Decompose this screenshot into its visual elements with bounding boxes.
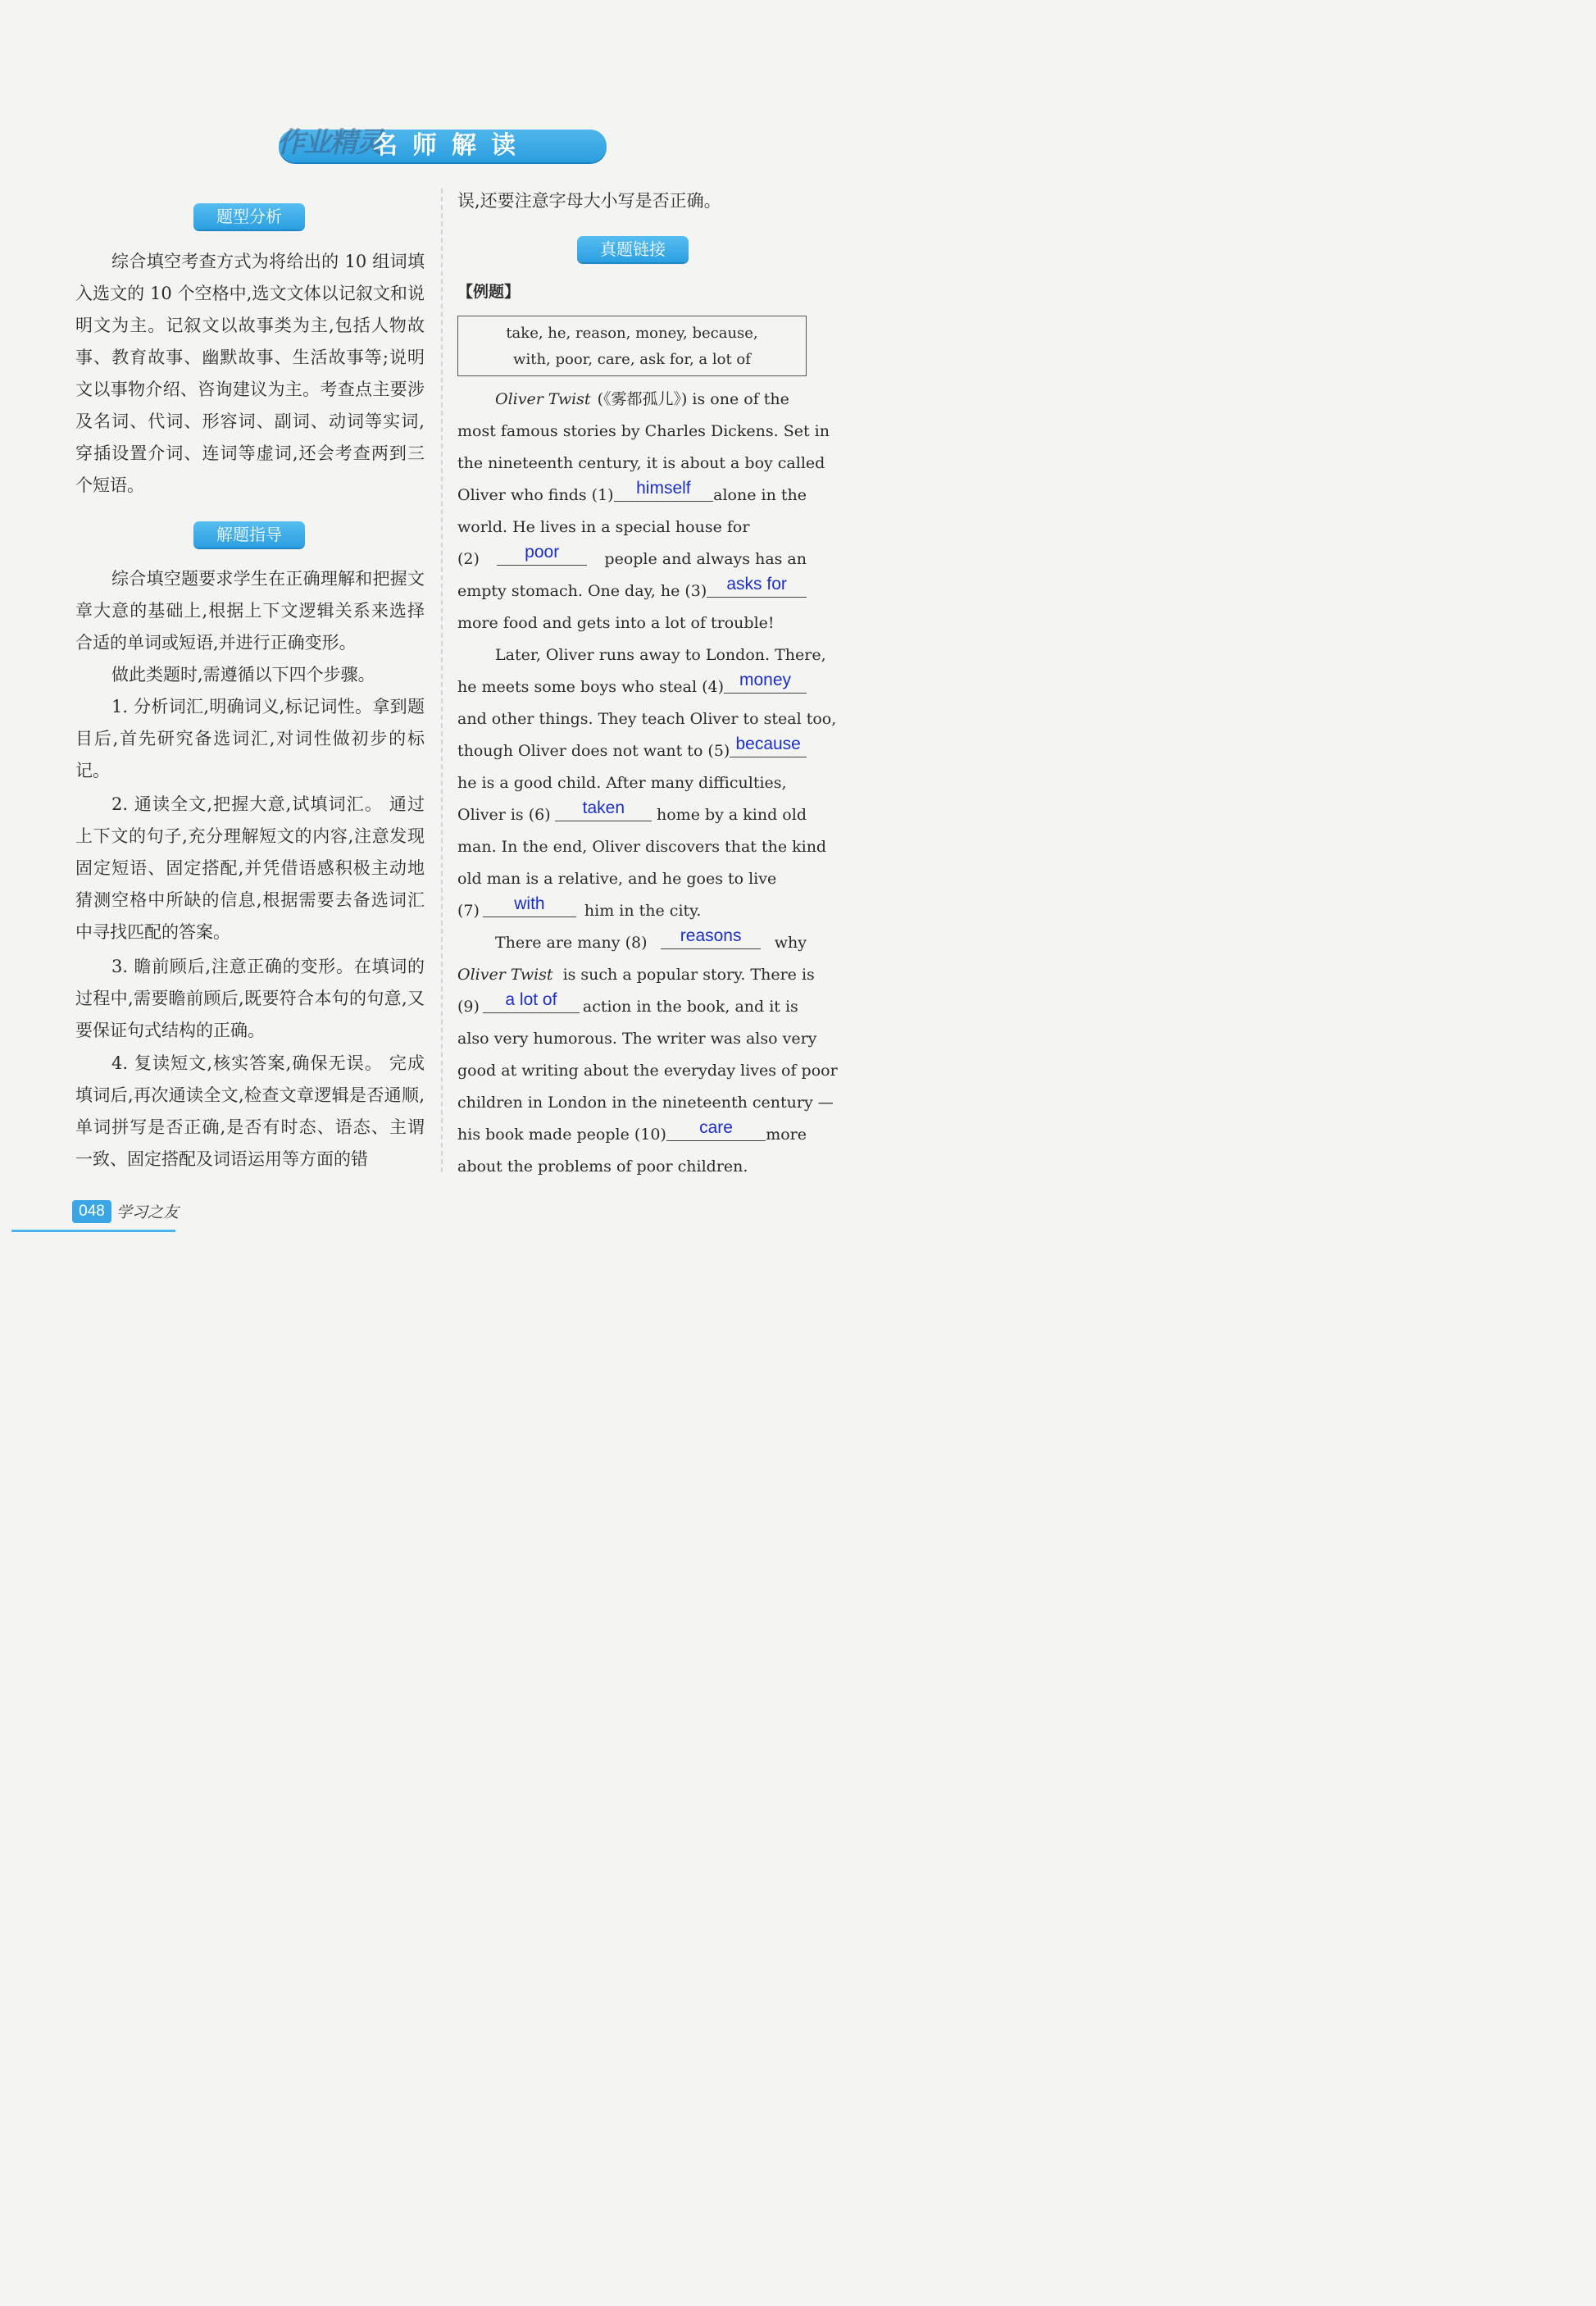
- text: man. In the end, Oliver discovers that the kind: [457, 838, 827, 856]
- answer-4: money: [739, 671, 792, 689]
- text: Oliver is (6): [457, 806, 551, 824]
- passage-line-16: [457, 863, 807, 895]
- passage-line-23: [457, 1087, 834, 1119]
- example-label: 【例题】: [457, 283, 521, 301]
- book-name: 学习之友: [116, 1203, 180, 1221]
- passage-line-21: [457, 1023, 817, 1055]
- answer-2: poor: [525, 543, 560, 562]
- text: children in London in the nineteenth century —: [457, 1094, 834, 1112]
- word-bank: [457, 316, 807, 376]
- passage-line-9: [457, 639, 826, 671]
- blank-10[interactable]: [666, 1116, 766, 1141]
- text: why: [774, 934, 807, 952]
- passage-line-19: [457, 959, 815, 991]
- text: though Oliver does not want to (5): [457, 742, 730, 760]
- text: good at writing about the everyday lives of poor: [457, 1062, 838, 1080]
- passage-line-4: [457, 480, 807, 512]
- text: also very humorous. The writer was also very: [457, 1030, 817, 1048]
- passage-line-3: [457, 448, 825, 480]
- blank-3[interactable]: [707, 572, 807, 598]
- blank-7[interactable]: [483, 892, 576, 917]
- paragraph-step-2: 2. 通读全文,把握大意,试填词汇。 通过上下文的句子,充分理解短文的内容,注意发现固定短语、固定搭配,并凭借语感积极主动地猜测空格中所缺的信息,根据需要去备选词汇中寻找匹配的答案。: [75, 794, 425, 942]
- paragraph-step-1: 1. 分析词汇,明确词义,标记词性。拿到题目后,首先研究备选词汇,对词性做初步的标记。: [75, 697, 425, 780]
- text: he is a good child. After many difficulties,: [457, 774, 787, 792]
- passage-line-24: [457, 1119, 807, 1151]
- page-number: 048: [72, 1200, 111, 1223]
- text: he meets some boys who steal (4): [457, 678, 725, 696]
- tag-real-questions: 真题链接: [577, 236, 689, 262]
- blank-9[interactable]: [483, 988, 580, 1013]
- book-title: Oliver Twist: [457, 966, 553, 984]
- answer-1: himself: [636, 479, 691, 498]
- watermark-logo: 作业精灵: [277, 126, 382, 159]
- blank-4[interactable]: [724, 668, 807, 694]
- passage-line-14: [457, 799, 807, 831]
- blank-6[interactable]: [555, 796, 652, 821]
- text: (2): [457, 550, 480, 568]
- paragraph-analysis: 综合填空考查方式为将给出的 10 组词填入选文的 10 个空格中,选文文体以记叙文和说明文为主。记叙文以故事类为主,包括人物故事、教育故事、幽默故事、生活故事等;说明文以事物介绍、咨询建议为主。考查点主要涉及名词、代词、形容词、副词、动词等实词,穿插设置介词、连词等虚词,还会考查两到三个短语。: [75, 252, 425, 495]
- text: home by a kind old: [657, 806, 807, 824]
- text: about the problems of poor children.: [457, 1158, 748, 1176]
- text: him in the city.: [584, 902, 702, 920]
- section-title: 名师解读: [373, 131, 530, 160]
- tag-solving-guide: 解题指导: [193, 521, 305, 548]
- answer-10: care: [699, 1118, 733, 1137]
- text: There are many (8): [495, 934, 648, 952]
- text: Oliver who finds (1): [457, 486, 614, 504]
- answer-7: with: [514, 894, 545, 913]
- text: (9): [457, 998, 480, 1016]
- passage-line-5: [457, 512, 807, 544]
- passage-line-6: [457, 544, 807, 575]
- book-title: Oliver Twist: [495, 390, 591, 408]
- paragraph-steps-intro: 做此类题时,需遵循以下四个步骤。: [111, 665, 375, 685]
- text: and other things. They teach Oliver to steal too,: [457, 710, 837, 728]
- text: (《雾都孤儿》) is one of the: [597, 390, 789, 408]
- page: [0, 0, 889, 1280]
- paragraph-step-4: 4. 复读短文,核实答案,确保无误。 完成填词后,再次通读全文,检查文章逻辑是否通顺,单词拼写是否正确,是否有时态、语态、主谓一致、固定搭配及词语运用等方面的错: [75, 1053, 425, 1169]
- passage-line-22: [457, 1055, 838, 1087]
- text: Later, Oliver runs away to London. There,: [495, 646, 826, 664]
- text: most famous stories by Charles Dickens. Set in: [457, 422, 830, 440]
- paragraph-guide-intro: 综合填空题要求学生在正确理解和把握文章大意的基础上,根据上下文逻辑关系来选择合适的单词或短语,并进行正确变形。: [75, 569, 425, 653]
- word-bank-line-1: take, he, reason, money, because,: [506, 325, 758, 342]
- answer-9: a lot of: [505, 990, 557, 1009]
- word-bank-line-2: with, poor, care, ask for, a lot of: [513, 351, 751, 368]
- blank-5[interactable]: [730, 732, 807, 757]
- text: alone in the: [713, 486, 807, 504]
- text: action in the book, and it is: [582, 998, 798, 1016]
- passage-line-1: [457, 384, 807, 416]
- passage-line-8: [457, 607, 807, 639]
- text: empty stomach. One day, he (3): [457, 582, 707, 600]
- answer-8: reasons: [680, 926, 742, 945]
- passage-line-25: [457, 1151, 807, 1183]
- paragraph-step-3: 3. 瞻前顾后,注意正确的变形。在填词的过程中,需要瞻前顾后,既要符合本句的句意,又要保证句式结构的正确。: [75, 957, 425, 1040]
- blank-2[interactable]: [497, 540, 587, 566]
- passage-line-11: [457, 703, 837, 735]
- text: people and always has an: [604, 550, 807, 568]
- blank-1[interactable]: [614, 476, 714, 502]
- answer-6: taken: [582, 798, 625, 817]
- passage-line-7: [457, 575, 807, 607]
- text: old man is a relative, and he goes to live: [457, 870, 777, 888]
- paragraph-continuation: 误,还要注意字母大小写是否正确。: [457, 191, 721, 211]
- passage-line-13: [457, 767, 807, 799]
- passage-line-18: [457, 927, 807, 959]
- text: his book made people (10): [457, 1126, 666, 1144]
- answer-5: because: [735, 735, 801, 753]
- passage-line-15: [457, 831, 827, 863]
- text: more food and gets into a lot of trouble!: [457, 614, 775, 632]
- passage-line-17: [457, 895, 807, 927]
- passage-line-20: [457, 991, 807, 1023]
- tag-question-analysis: 题型分析: [193, 203, 305, 230]
- text: more: [766, 1126, 807, 1144]
- text: the nineteenth century, it is about a boy called: [457, 454, 825, 472]
- text: (7): [457, 902, 480, 920]
- text: world. He lives in a special house for: [457, 518, 750, 536]
- blank-8[interactable]: [661, 924, 761, 949]
- passage-line-12: [457, 735, 807, 767]
- passage-line-10: [457, 671, 807, 703]
- text: is such a popular story. There is: [562, 966, 815, 984]
- column-divider: [441, 189, 443, 1172]
- answer-3: asks for: [726, 575, 787, 594]
- passage-line-2: [457, 416, 830, 448]
